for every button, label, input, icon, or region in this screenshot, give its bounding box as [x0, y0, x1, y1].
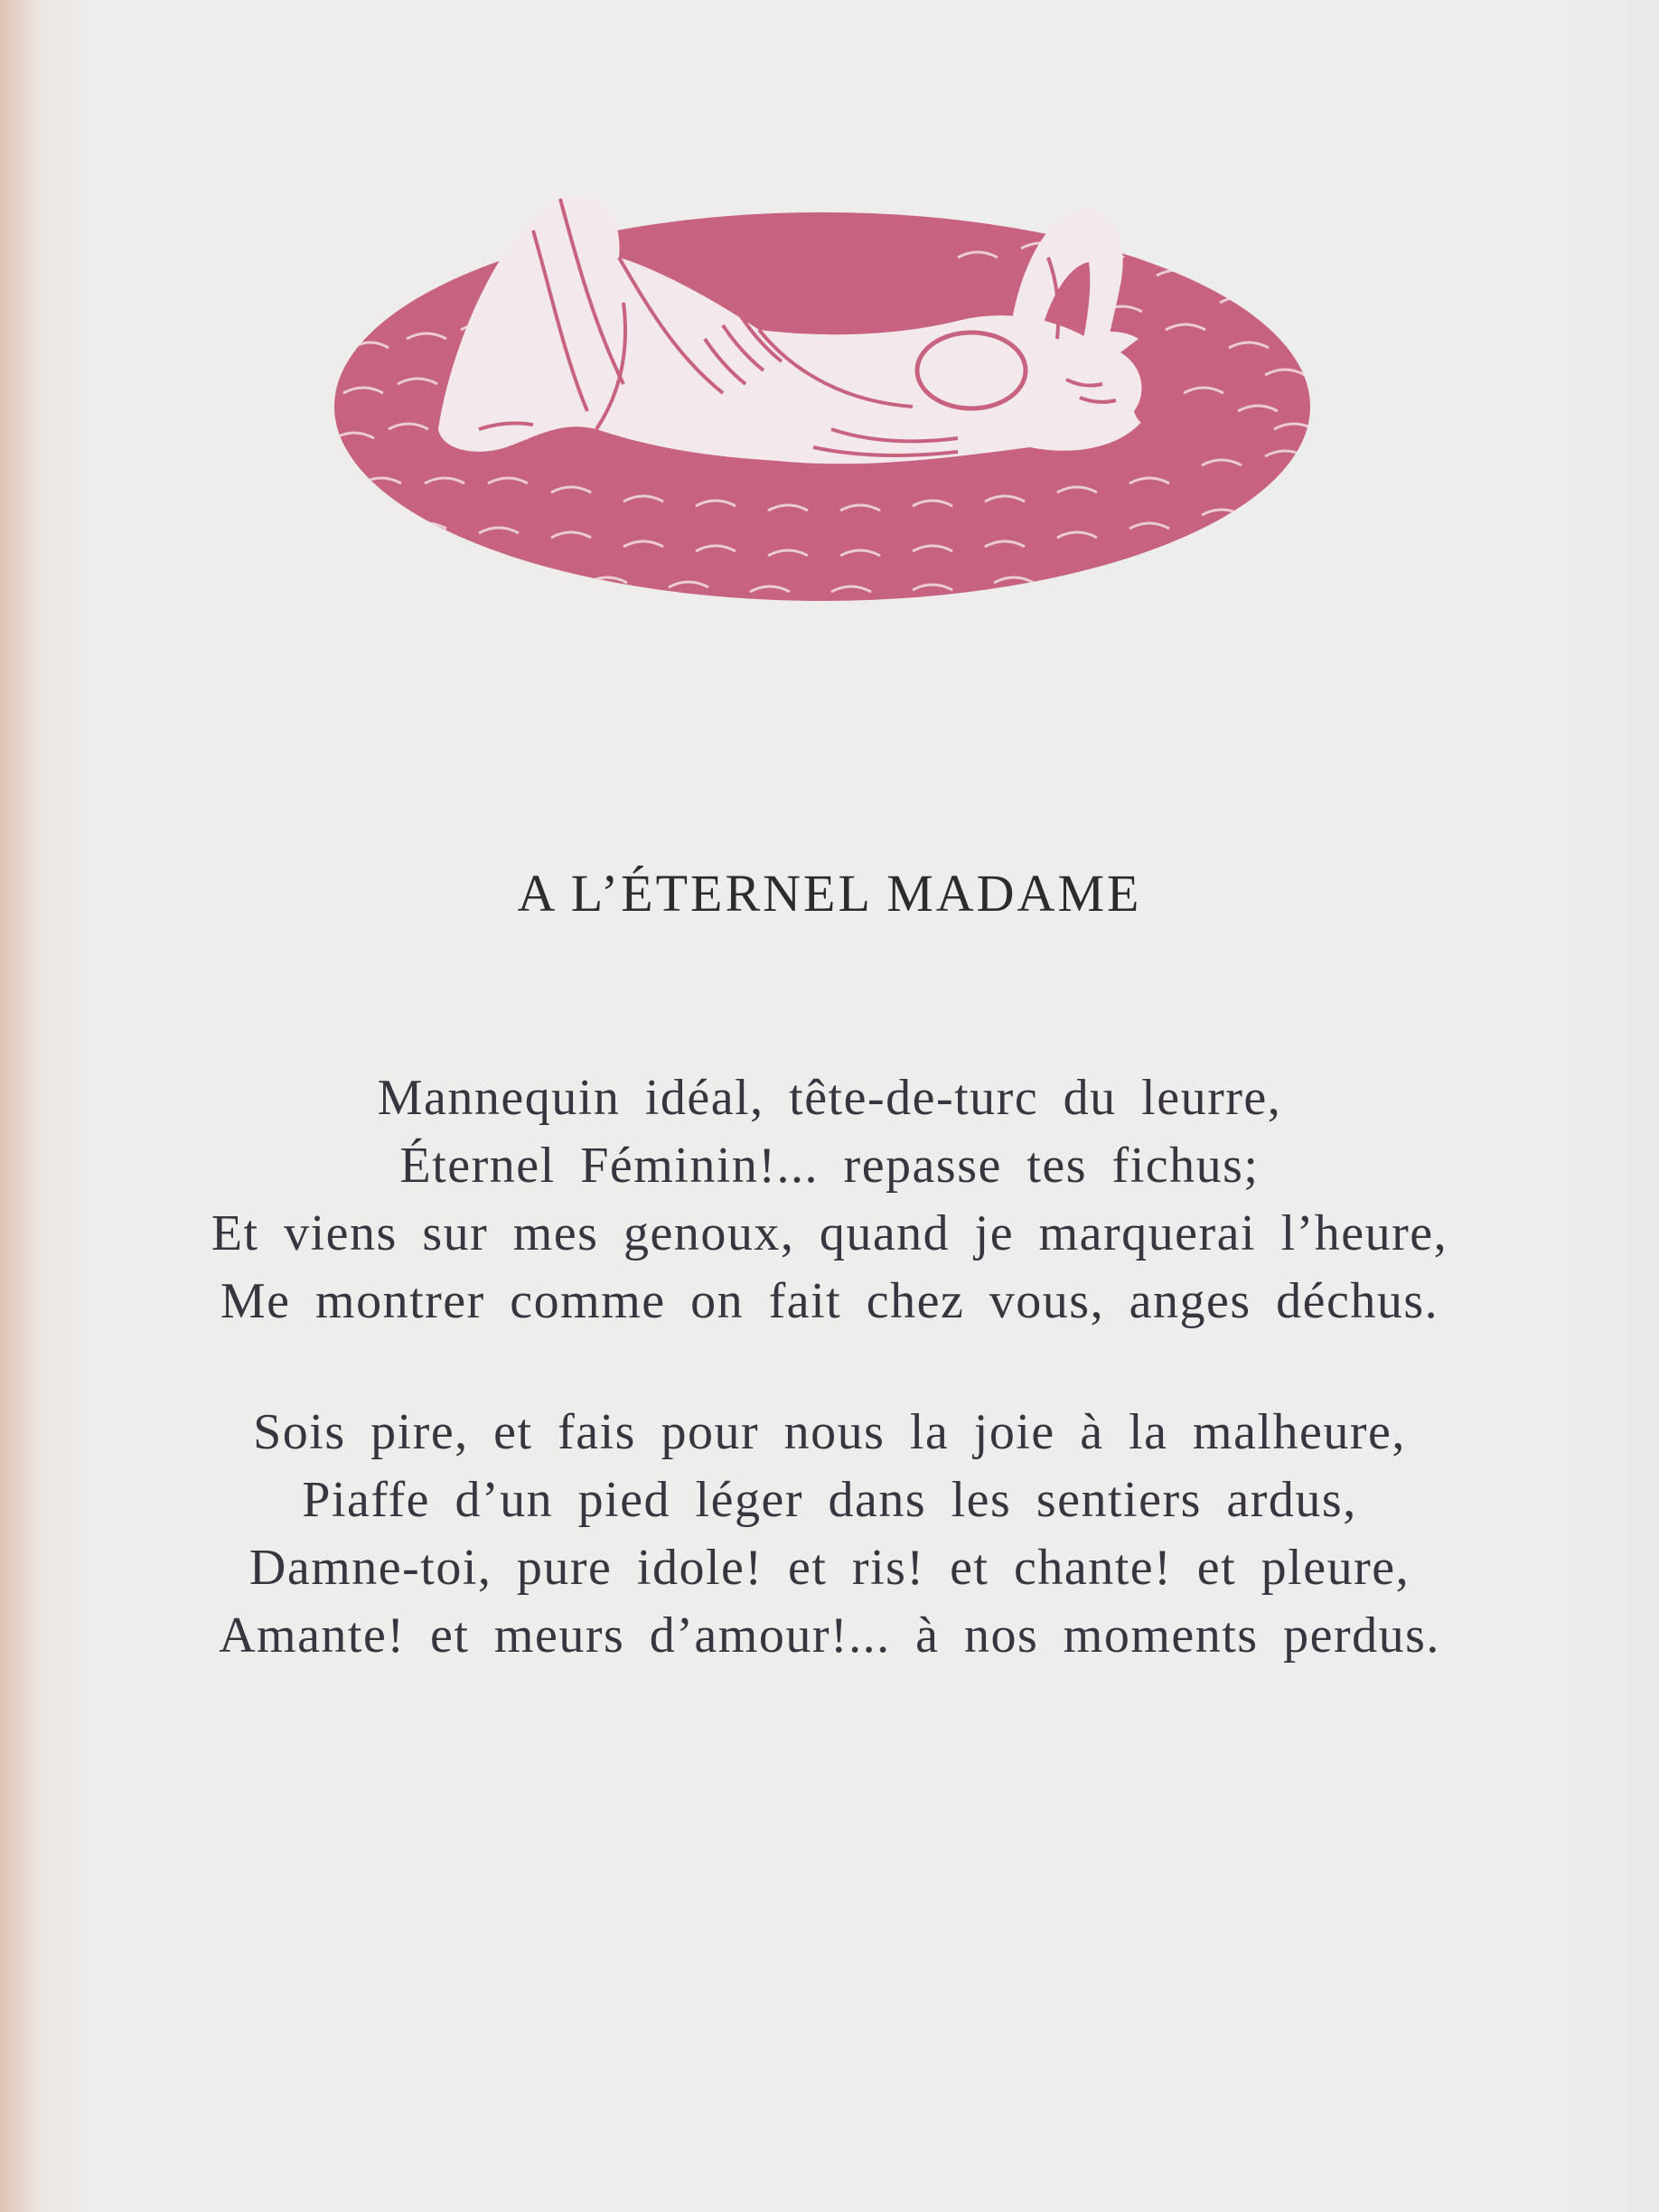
- stanza-2: [0, 1399, 1659, 1670]
- verse-line: Piaffe d’un pied léger dans les sentiers ardus,: [302, 1472, 1357, 1528]
- verse-line: Éternel Féminin!... repasse tes fichus;: [399, 1138, 1260, 1194]
- poem-title: A L’ÉTERNEL MADAME: [517, 864, 1142, 923]
- reclining-figure-woodcut-icon: [325, 158, 1319, 628]
- verse-line: Amante! et meurs d’amour!... à nos moments perdus.: [219, 1607, 1440, 1664]
- verse-line: Et viens sur mes genoux, quand je marquerai l’heure,: [211, 1205, 1448, 1261]
- verse-line: Me montrer comme on fait chez vous, anges déchus.: [220, 1273, 1439, 1329]
- stanza-1: [0, 1064, 1659, 1336]
- verse-line: Mannequin idéal, tête-de-turc du leurre,: [377, 1070, 1282, 1126]
- verse-line: Damne-toi, pure idole! et ris! et chante! et pleure,: [248, 1540, 1411, 1596]
- verse-line: Sois pire, et fais pour nous la joie à la malheure,: [253, 1404, 1406, 1460]
